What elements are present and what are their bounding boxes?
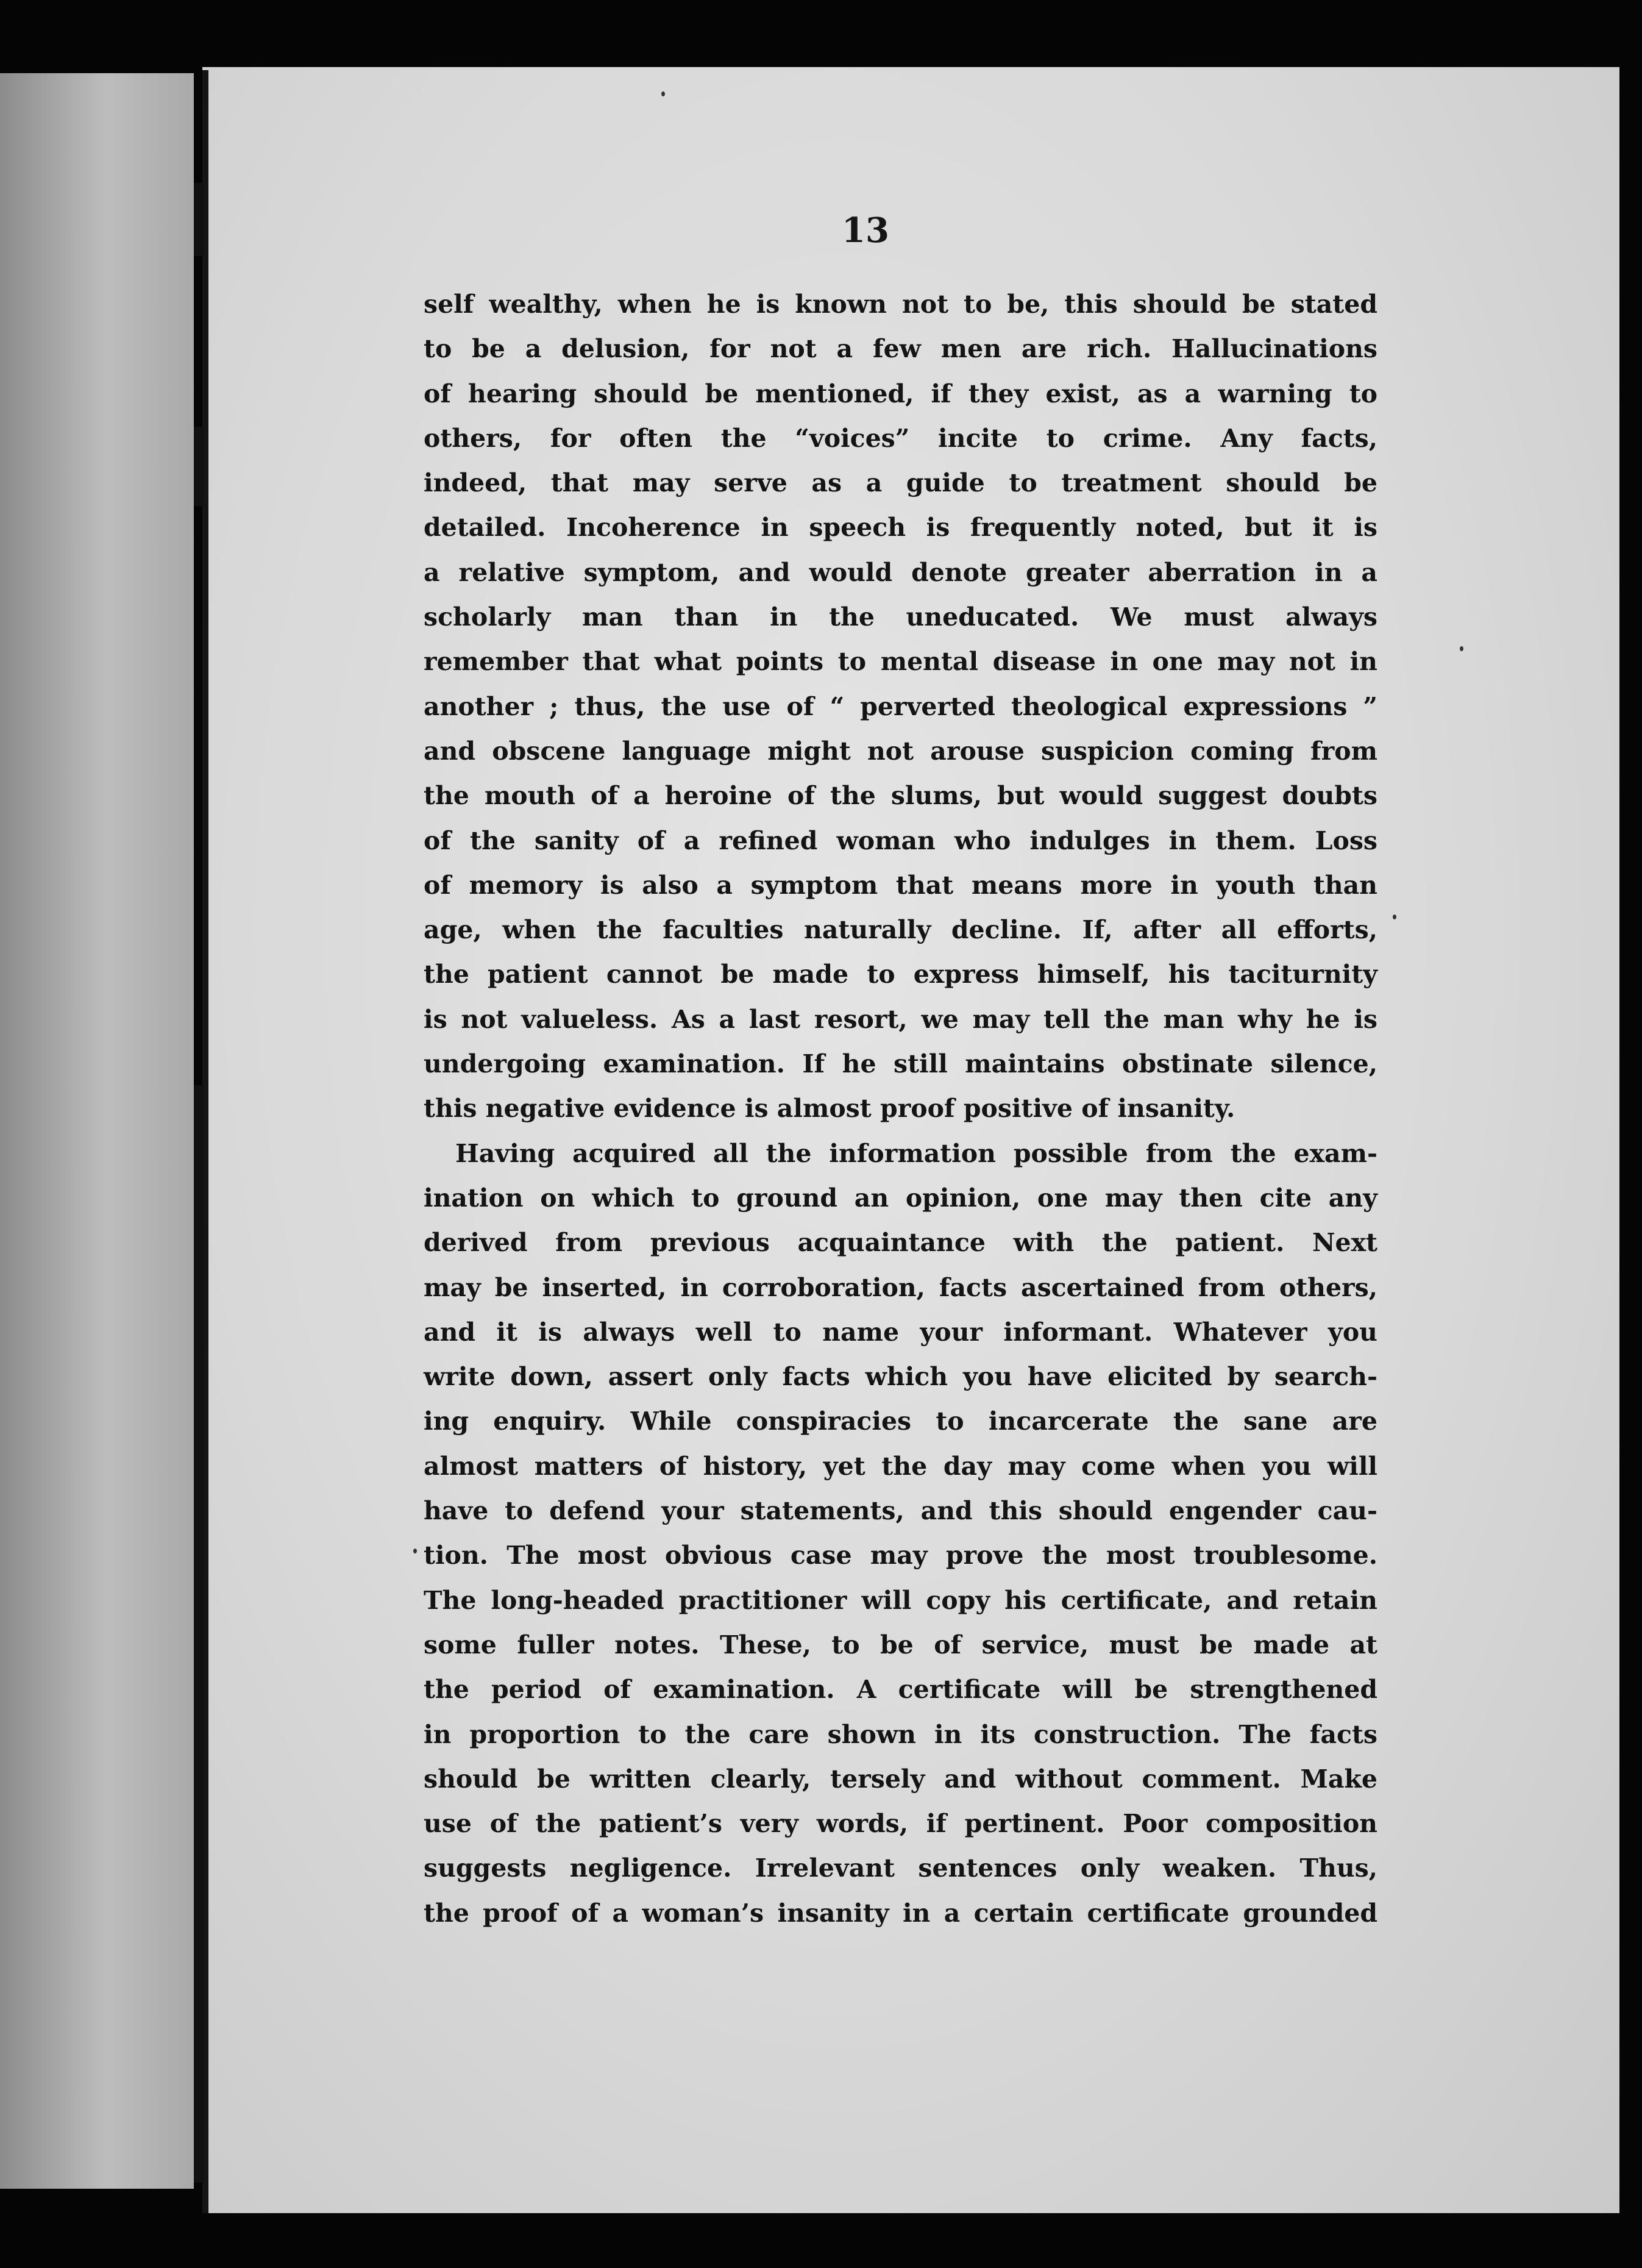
- text-line: age, when the faculties naturally decline. If, after all efforts,: [424, 915, 1377, 945]
- text-line: another ; thus, the use of “ perverted theological expressions ”: [424, 691, 1377, 721]
- text-line: the period of examination. A certificate will be strengthened: [424, 1675, 1377, 1705]
- text-line: to be a delusion, for not a few men are rich. Hallucinations: [424, 334, 1377, 364]
- ink-speck: [661, 91, 665, 96]
- text-line: detailed. Incoherence in speech is frequently noted, but it is: [424, 513, 1377, 543]
- text-line: the mouth of a heroine of the slums, but would suggest doubts: [424, 781, 1377, 811]
- text-line: derived from previous acquaintance with the patient. Next: [424, 1228, 1377, 1258]
- text-line: self wealthy, when he is known not to be, this should be stated: [424, 290, 1377, 319]
- previous-page-edge: [0, 73, 194, 2189]
- paragraph-last-line: this negative evidence is almost proof positive of insanity.: [424, 1094, 1235, 1124]
- ink-speck: [1393, 915, 1396, 919]
- text-line: The long-headed practitioner will copy his certificate, and retain: [424, 1585, 1377, 1615]
- text-line: have to defend your statements, and this should engender cau-: [424, 1496, 1377, 1526]
- binding-thread: [194, 427, 204, 506]
- text-line: ination on which to ground an opinion, one may then cite any: [424, 1183, 1377, 1213]
- paragraph-first-line: Having acquired all the information possible from the exam-: [455, 1138, 1377, 1168]
- text-line: the patient cannot be made to express himself, his taciturnity: [424, 960, 1377, 990]
- text-line: the proof of a woman’s insanity in a certain certificate grounded: [424, 1898, 1377, 1928]
- text-line: is not valueless. As a last resort, we may tell the man why he is: [424, 1004, 1377, 1034]
- text-line: some fuller notes. These, to be of service, must be made at: [424, 1630, 1377, 1660]
- text-line: and obscene language might not arouse suspicion coming from: [424, 736, 1377, 766]
- text-line: undergoing examination. If he still maintains obstinate silence,: [424, 1049, 1377, 1079]
- text-line: ing enquiry. While conspiracies to incarcerate the sane are: [424, 1407, 1377, 1436]
- text-line: and it is always well to name your informant. Whatever you: [424, 1317, 1377, 1347]
- binding-thread: [194, 183, 204, 256]
- text-line: write down, assert only facts which you have elicited by search-: [424, 1362, 1377, 1392]
- text-line: remember that what points to mental disease in one may not in: [424, 647, 1377, 677]
- text-line: of memory is also a symptom that means more in youth than: [424, 870, 1377, 900]
- text-line: a relative symptom, and would denote greater aberration in a: [424, 557, 1377, 587]
- text-line: indeed, that may serve as a guide to treatment should be: [424, 468, 1377, 498]
- ink-speck: [413, 1549, 417, 1553]
- body-text: [424, 282, 1377, 1936]
- text-line: others, for often the “voices” incite to crime. Any facts,: [424, 423, 1377, 453]
- page-number: 13: [842, 210, 889, 251]
- binding-thread: [194, 1085, 204, 2183]
- text-line: of the sanity of a refined woman who indulges in them. Loss: [424, 826, 1377, 855]
- ink-speck: [1460, 646, 1463, 651]
- text-line: use of the patient’s very words, if pertinent. Poor composition: [424, 1809, 1377, 1839]
- text-line: may be inserted, in corroboration, facts ascertained from others,: [424, 1272, 1377, 1302]
- text-line: scholarly man than in the uneducated. We must always: [424, 602, 1377, 632]
- text-line: tion. The most obvious case may prove the most troublesome.: [424, 1541, 1377, 1571]
- text-line: almost matters of history, yet the day may come when you will: [424, 1451, 1377, 1481]
- text-line: of hearing should be mentioned, if they exist, as a warning to: [424, 379, 1377, 408]
- text-line: should be written clearly, tersely and without comment. Make: [424, 1764, 1377, 1794]
- text-line: suggests negligence. Irrelevant sentences only weaken. Thus,: [424, 1853, 1377, 1883]
- text-line: in proportion to the care shown in its construction. The facts: [424, 1719, 1377, 1749]
